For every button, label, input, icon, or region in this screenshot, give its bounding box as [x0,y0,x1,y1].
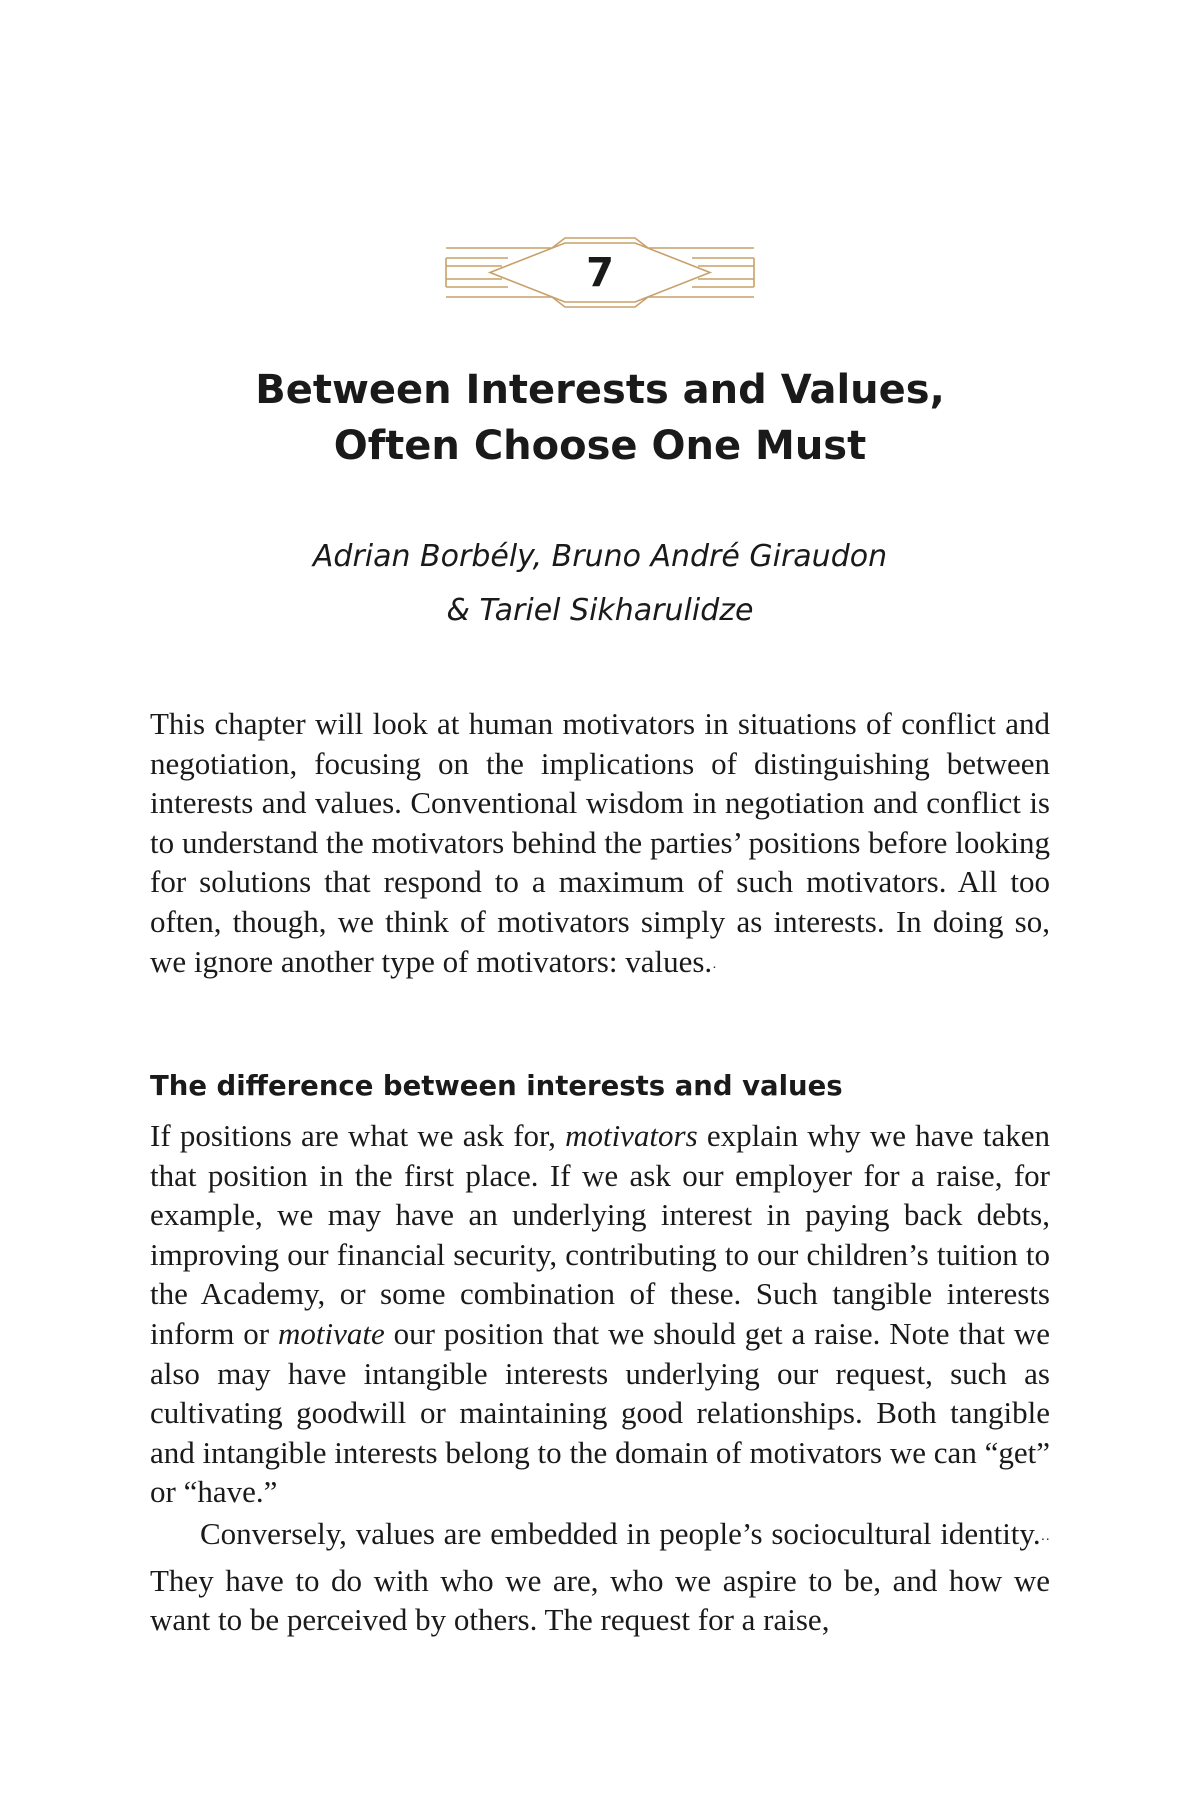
p2-text-a: Conversely, values are embedded in people’s sociocultural identity. [200,1516,1041,1551]
chapter-title-line-1: Between Interests and Values, [255,367,945,413]
p1-text-c: our position that we should get a raise. Note that we also may have intangible interests underlying our request, such as cultivating goodwill or maintaining good relationships. Both tangible and intangible interests belong to the domain of motivators we can “get” or “have.” [150,1315,1050,1510]
p1-emphasis-motivate: motivate [278,1315,385,1351]
intro-text: This chapter will look at human motivators in situations of conflict and negotiation, focusing on the implications of distinguishing between interests and values. Conventional wisdom in negotiation and conflict is to understand the motivators behind the parties’ positions before looking for solutions that respond to a maximum of such motivators. All too often, though, we think of motivators simply as interests. In doing so, we ignore another type of motivators: values. [150,706,1050,979]
p1-text-b: explain why we have taken that position in the first place. If we ask our employer for a raise, for example, we may have an underlying interest in paying back debts, improving our financial security, contributing to our children’s tuition to the Academy, or some combination of these. Such tangible interests inform or [150,1118,1050,1351]
chapter-title [0,362,1200,474]
chapter-title-line-2: Often Choose One Must [333,423,867,469]
section-paragraph-2 [150,1514,1050,1640]
p1-text-a: If positions are what we ask for, [150,1118,566,1153]
intro-paragraph [150,704,1050,988]
p2-text-b: They have to do with who we are, who we aspire to be, and how we want to be perceived by others. The request for a raise, [150,1562,1050,1638]
chapter-number: 7 [586,249,614,296]
chapter-authors [0,530,1200,638]
footnote-marker: · [712,960,717,976]
footnote-marker-2: ·· [1040,1533,1050,1548]
p1-emphasis-motivators: motivators [565,1118,698,1153]
authors-line-2: & Tariel Sikharulidze [446,593,754,628]
section-heading: The difference between interests and values [150,1070,843,1102]
section-paragraph-1 [150,1116,1050,1512]
chapter-number-ornament [440,230,760,315]
authors-line-1: Adrian Borbély, Bruno André Giraudon [312,539,888,574]
